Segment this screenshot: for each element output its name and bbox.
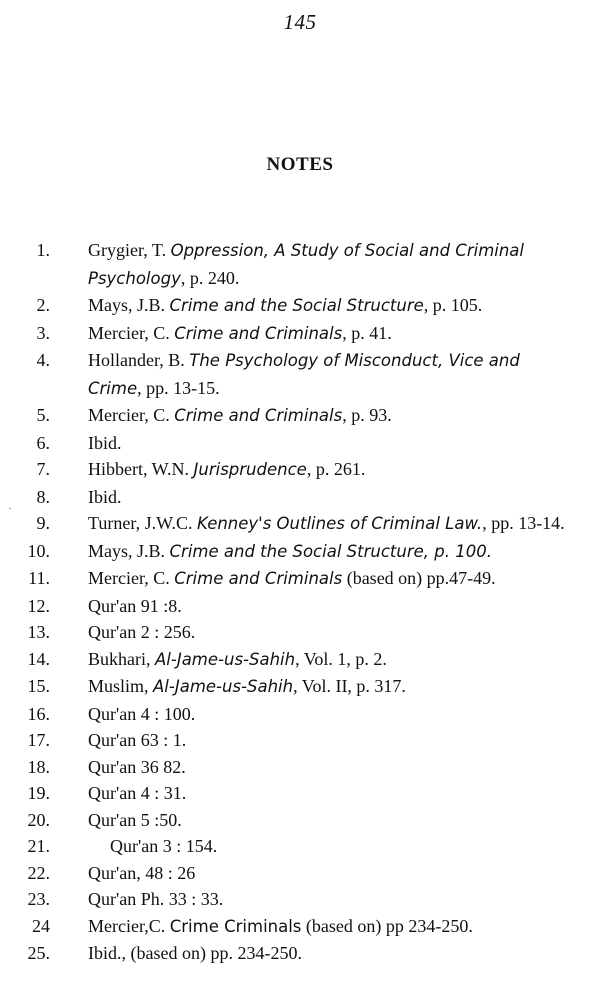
note-citation: (based on) pp 234-250. — [301, 915, 473, 936]
note-item — [0, 727, 600, 754]
note-author: Qur'an 5 :50. — [88, 809, 182, 830]
note-item — [0, 484, 600, 511]
note-item — [0, 886, 600, 913]
note-text — [88, 593, 576, 620]
note-text — [88, 320, 576, 348]
note-item — [0, 646, 600, 674]
note-author: Hollander, B. — [88, 350, 190, 370]
note-item — [0, 807, 600, 834]
note-text — [88, 484, 576, 511]
note-item — [0, 430, 600, 457]
note-text — [88, 886, 576, 913]
note-author: Qur'an 4 : 100. — [88, 703, 196, 724]
note-number: 2. — [36, 295, 50, 315]
note-text — [88, 754, 576, 781]
note-text — [88, 237, 576, 292]
note-author: Mercier,C. — [88, 915, 170, 936]
note-item — [0, 237, 600, 292]
note-item — [0, 673, 600, 701]
note-text — [88, 510, 576, 538]
note-author: Qur'an Ph. 33 : 33. — [88, 889, 224, 909]
note-item — [0, 320, 600, 348]
note-author: Mercier, C. — [88, 322, 175, 343]
note-author: Muslim, — [88, 676, 154, 696]
note-text — [88, 727, 576, 754]
note-title: Crime and the Social Structure — [169, 296, 424, 315]
note-author: Ibid., (based on) pp. 234-250. — [88, 943, 302, 963]
note-number: 1. — [36, 240, 50, 260]
note-text — [88, 701, 576, 728]
note-number: 4. — [36, 350, 50, 370]
note-author: Hibbert, W.N. — [88, 459, 194, 479]
note-item — [0, 833, 600, 860]
note-title: The Psychology of Misconduct, Vice and Crime — [88, 351, 520, 398]
note-item — [0, 913, 600, 941]
note-number: 9. — [36, 513, 50, 533]
note-item — [0, 860, 600, 887]
note-citation: , p. 93. — [342, 405, 392, 425]
note-item — [0, 347, 600, 402]
note-title: Crime and Criminals — [174, 569, 343, 588]
note-number: 24 — [32, 915, 50, 936]
note-text — [88, 780, 576, 807]
note-author: Qur'an 2 : 256. — [88, 622, 196, 642]
note-text — [88, 940, 576, 967]
note-author: Ibid. — [88, 486, 122, 507]
note-citation: , p. 240. — [180, 267, 240, 288]
note-number: 22. — [27, 862, 50, 883]
note-text — [88, 807, 576, 834]
notes-list — [0, 237, 600, 967]
page-number: 145 — [283, 10, 317, 34]
note-item — [0, 754, 600, 781]
note-author: Bukhari, — [88, 648, 155, 669]
note-author: Turner, J.W.C. — [88, 513, 197, 533]
note-citation: , p. 105. — [423, 295, 483, 315]
note-number: 7. — [36, 459, 50, 479]
note-number: 14. — [27, 648, 50, 669]
note-citation: , p. 41. — [342, 322, 392, 343]
note-title: Crime Criminals — [169, 916, 302, 936]
note-author: Mercier, C. — [88, 568, 175, 588]
note-author: Qur'an 3 : 154. — [110, 836, 218, 856]
note-number: 8. — [36, 486, 50, 507]
note-item — [0, 292, 600, 320]
note-author: Qur'an 36 82. — [88, 756, 186, 777]
note-text — [88, 646, 576, 674]
note-citation: , pp. 13-15. — [137, 377, 220, 398]
note-item — [0, 619, 600, 646]
note-number: 13. — [27, 622, 50, 642]
note-author: Mays, J.B. — [88, 295, 170, 315]
note-title: Jurisprudence — [193, 460, 307, 479]
note-text — [88, 673, 576, 701]
note-citation: (based on) pp.47-49. — [342, 568, 496, 588]
note-text — [88, 913, 576, 941]
note-author: Ibid. — [88, 432, 122, 453]
note-author: Qur'an 91 :8. — [88, 595, 182, 616]
note-citation: , Vol. 1, p. 2. — [295, 648, 387, 669]
margin-mark: ` — [8, 505, 12, 519]
note-text — [110, 833, 598, 860]
note-item — [0, 701, 600, 728]
note-number: 17. — [27, 730, 50, 750]
note-number: 16. — [27, 703, 50, 724]
note-text — [88, 456, 576, 484]
note-author: Grygier, T. — [88, 240, 171, 260]
note-author: Mercier, C. — [88, 405, 175, 425]
note-title: Crime and Criminals — [174, 323, 343, 343]
note-author: Qur'an 4 : 31. — [88, 783, 187, 803]
note-item — [0, 538, 600, 566]
note-title: Oppression, A Study of Social and Criminal Psychology — [88, 241, 524, 288]
note-title: Al-Jame-us-Sahih — [153, 677, 294, 696]
note-item — [0, 780, 600, 807]
note-number: 12. — [27, 595, 50, 616]
note-text — [88, 292, 576, 320]
note-title: Al-Jame-us-Sahih — [155, 649, 296, 669]
note-text — [88, 565, 576, 593]
note-item — [0, 456, 600, 484]
note-number: 19. — [27, 783, 50, 803]
note-title: Kenney's Outlines of Criminal Law. — [196, 514, 483, 533]
note-number: 5. — [36, 405, 50, 425]
note-item — [0, 940, 600, 967]
note-number: 11. — [28, 568, 50, 588]
note-item — [0, 593, 600, 620]
note-title: Crime and the Social Structure, p. 100. — [169, 541, 492, 561]
notes-heading: NOTES — [266, 154, 334, 175]
note-item — [0, 402, 600, 430]
note-text — [88, 860, 576, 887]
note-author: Qur'an, 48 : 26 — [88, 862, 196, 883]
note-text — [88, 347, 576, 402]
note-citation: , pp. 13-14. — [482, 513, 565, 533]
note-text — [88, 430, 576, 457]
note-number: 23. — [27, 889, 50, 909]
note-item — [0, 565, 600, 593]
note-number: 6. — [36, 432, 50, 453]
note-author: Qur'an 63 : 1. — [88, 730, 187, 750]
note-title: Crime and Criminals — [174, 406, 343, 425]
note-number: 20. — [27, 809, 50, 830]
note-text — [88, 619, 576, 646]
note-text — [88, 538, 576, 566]
note-citation: , Vol. II, p. 317. — [293, 676, 406, 696]
note-number: 15. — [27, 676, 50, 696]
note-number: 3. — [36, 322, 50, 343]
note-author: Mays, J.B. — [88, 540, 170, 561]
note-number: 21. — [27, 836, 50, 856]
note-number: 18. — [27, 756, 50, 777]
note-number: 10. — [27, 540, 50, 561]
note-citation: , p. 261. — [306, 459, 366, 479]
note-item — [0, 510, 600, 538]
note-number: 25. — [27, 943, 50, 963]
note-text — [88, 402, 576, 430]
